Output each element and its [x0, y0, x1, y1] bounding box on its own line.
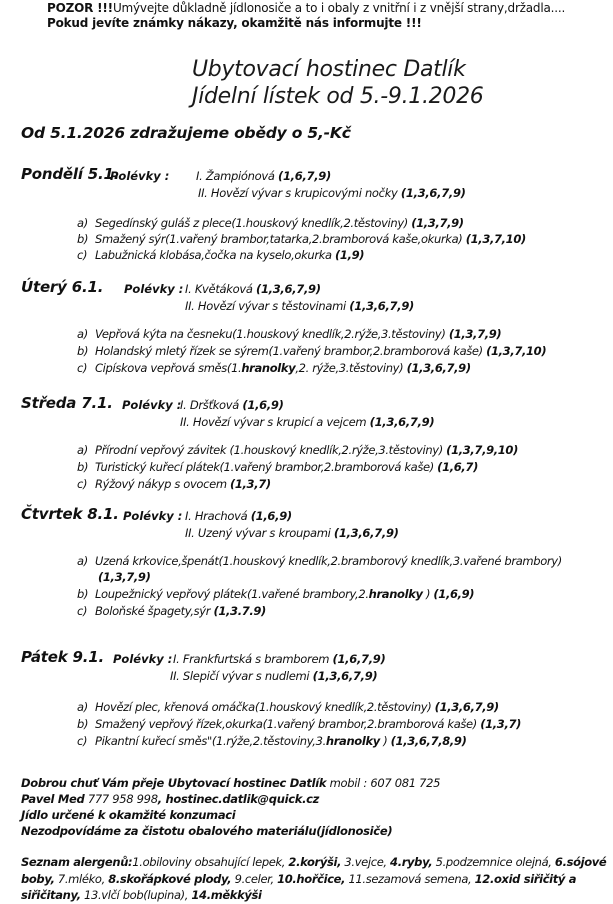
meal-label: c) — [77, 477, 88, 491]
soup-name: Hrachová — [194, 509, 248, 523]
allergen-list-title: Seznam alergenů: — [21, 855, 133, 869]
meal-name: Přírodní vepřový závitek (1.houskový knedlík,2.rýže,3.těstoviny) — [95, 443, 443, 457]
soups-label: Polévky : — [110, 169, 170, 183]
allergen-item: 2.korýši, — [288, 855, 342, 869]
soups-label: Polévky : — [123, 509, 183, 523]
meal-name: Smažený sýr(1.vařený brambor,tatarka,2.bramborová kaše,okurka) — [95, 232, 463, 246]
soup-name: Dršťková — [189, 398, 240, 412]
soup-number: I. — [173, 652, 180, 666]
warning-text: Umývejte důkladně jídlonosiče a to i obaly z vnitřní i z vnější strany,držadla.... — [112, 1, 566, 15]
meal-item — [77, 700, 499, 714]
meal-label: c) — [77, 604, 88, 618]
meal-name-end: ) — [422, 587, 431, 601]
menu-title: Jídelní lístek od 5.-9.1.2026 — [192, 84, 484, 109]
restaurant-name: Ubytovací hostinec Datlík — [192, 57, 466, 82]
meal-name: Segedínský guláš z plece(1.houskový knedlík,2.těstoviny) — [95, 216, 408, 230]
allergen-item: 9.celer, — [234, 871, 274, 886]
meal-allergens: (1,3,7) — [480, 717, 522, 731]
soup-item — [185, 509, 292, 523]
warning-label: POZOR !!! — [47, 1, 113, 15]
meal-name: Uzená krkovice,špenát(1.houskový knedlík,2.bramborový knedlík,3.vařené brambory) — [95, 554, 562, 568]
allergen-item: 10.hořčice, — [277, 871, 346, 886]
soup-item — [180, 415, 434, 429]
soups-label: Polévky : — [122, 398, 182, 412]
meal-item — [77, 477, 271, 491]
meal-item — [77, 327, 501, 341]
meal-item — [77, 248, 364, 262]
meal-allergens: (1,9) — [335, 248, 365, 262]
greeting: Dobrou chuť Vám přeje Ubytovací hostinec Datlík — [21, 776, 327, 790]
soup-number: I. — [185, 509, 192, 523]
meal-allergens: (1,3,7) — [229, 477, 271, 491]
meal-name: Smažený vepřový řízek,okurka(1.vařený brambor,2.bramborová kaše) — [95, 717, 477, 731]
meal-label: c) — [77, 734, 88, 748]
soup-allergens: (1,3,6,7,9) — [349, 299, 414, 313]
soup-number: I. — [196, 169, 203, 183]
soup-number: II. — [185, 299, 195, 313]
meal-allergens: (1,3,7,10) — [486, 344, 547, 358]
packaging-disclaimer: Nezodpovídáme za čistotu obalového materiálu(jídlonosiče) — [21, 824, 393, 838]
soup-name: Uzený vývar s kroupami — [197, 526, 331, 540]
soup-number: II. — [198, 186, 208, 200]
soup-item — [185, 299, 414, 313]
meal-allergens: (1,3.7.9) — [213, 604, 266, 618]
day-name: Pondělí 5.1. — [21, 165, 120, 183]
meal-item — [77, 216, 464, 230]
price-increase-notice: Od 5.1.2026 zdražujeme obědy o 5,-Kč — [21, 124, 351, 142]
soups-label: Polévky : — [113, 652, 173, 666]
infection-warning: Pokud jevíte známky nákazy, okamžitě nás informujte !!! — [47, 16, 422, 30]
meal-name: Cipískova vepřová směs(1. — [95, 361, 242, 375]
meal-item — [77, 443, 518, 457]
meal-name: Hovězí plec, křenová omáčka(1.houskový knedlík,2.těstoviny) — [95, 700, 432, 714]
soup-item — [170, 669, 377, 683]
meal-label: c) — [77, 248, 88, 262]
consumption-note: Jídlo určené k okamžité konzumaci — [21, 808, 236, 822]
meal-allergens: (1,3,6,7,9) — [434, 700, 499, 714]
soup-item — [180, 398, 284, 412]
allergen-item: 14.měkkýši — [191, 888, 262, 902]
meal-name: Holandský mletý řízek se sýrem(1.vařený brambor,2.bramborová kaše) — [95, 344, 483, 358]
meal-item — [77, 232, 526, 246]
meal-label: a) — [77, 443, 88, 457]
allergen-item: 7.mléko, — [57, 871, 105, 886]
soup-name: Žampiónová — [205, 169, 275, 183]
soup-allergens: (1,3,6,7,9) — [333, 526, 399, 540]
allergen-item: 6.sójové boby, — [21, 855, 607, 886]
meal-label: a) — [77, 554, 88, 568]
soup-name: Slepičí vývar s nudlemi — [182, 669, 310, 683]
meal-label: b) — [77, 587, 89, 601]
meal-label: a) — [77, 216, 88, 230]
day-name: Pátek 9.1. — [21, 648, 104, 666]
mobile-number: 607 081 725 — [370, 776, 441, 790]
meal-name: Boloňské špagety,sýr — [95, 604, 211, 618]
soup-name: Hovězí vývar s těstovinami — [197, 299, 346, 313]
meal-name-end: ,2. rýže,3.těstoviny) — [295, 361, 404, 375]
meal-item — [77, 604, 266, 618]
meal-label: c) — [77, 361, 88, 375]
soup-number: II. — [170, 669, 180, 683]
meal-allergens: (1,3,6,7,9) — [406, 361, 471, 375]
day-name: Úterý 6.1. — [21, 278, 104, 296]
footer-contact-line — [21, 792, 319, 806]
meal-name: Pikantní kuřecí směs"(1.rýže,2.těstoviny,3. — [95, 734, 326, 748]
soup-allergens: (1,6,9) — [250, 509, 292, 523]
allergen-item: 4.ryby, — [390, 855, 433, 869]
meal-item — [77, 460, 478, 474]
contact-name: Pavel Med — [21, 792, 85, 806]
footer-greeting-line — [21, 776, 440, 790]
meal-name: Turistický kuřecí plátek(1.vařený brambor,2.bramborová kaše) — [95, 460, 434, 474]
allergen-item: 12.oxid siřičitý a siřičitany, — [21, 871, 577, 902]
soup-allergens: (1,6,7,9) — [332, 652, 386, 666]
meal-allergens: (1,3,7,9) — [411, 216, 464, 230]
allergen-item: 8.skořápkové plody, — [108, 871, 232, 886]
meal-item — [77, 554, 562, 568]
meal-item — [77, 734, 466, 748]
meal-label: b) — [77, 717, 89, 731]
soup-allergens: (1,6,7,9) — [278, 169, 331, 183]
allergen-item: 3.vejce, — [344, 855, 387, 869]
soup-name: Květáková — [194, 282, 253, 296]
meal-allergens-wrap — [98, 570, 150, 584]
soup-item — [173, 652, 385, 666]
allergen-item: 5.podzemnice olejná, — [435, 855, 552, 869]
soup-item — [196, 169, 331, 183]
hygiene-warning — [47, 1, 565, 15]
soup-name: Frankfurtská s bramborem — [182, 652, 330, 666]
meal-allergens: (1,3,7,10) — [465, 232, 526, 246]
meal-allergens: (1,3,6,7,8,9) — [390, 734, 467, 748]
day-name: Středa 7.1. — [21, 394, 113, 412]
meal-item — [77, 344, 546, 358]
soup-allergens: (1,3,6,7,9) — [369, 415, 435, 429]
contact-email: , hostinec.datlik@quick.cz — [157, 792, 320, 806]
soup-number: I. — [180, 398, 187, 412]
meal-allergens: (1,3,7,9) — [448, 327, 502, 341]
meal-allergens: (1,3,7,9) — [98, 570, 151, 584]
soup-item — [185, 526, 399, 540]
meal-item — [77, 717, 521, 731]
meal-name-highlight: hranolky — [241, 361, 296, 375]
soup-name: Hovězí vývar s krupicí a vejcem — [192, 415, 367, 429]
meal-label: b) — [77, 232, 89, 246]
soup-allergens: (1,6,9) — [242, 398, 284, 412]
meal-label: b) — [77, 460, 89, 474]
soup-number: II. — [180, 415, 190, 429]
meal-name: Loupežnický vepřový plátek(1.vařené brambory,2. — [95, 587, 369, 601]
soup-item — [198, 186, 466, 200]
meal-label: a) — [77, 327, 88, 341]
meal-name-end: ) — [379, 734, 388, 748]
meal-item — [77, 587, 474, 601]
allergen-item: 11.sezamová semena, — [348, 871, 472, 886]
mobile-label: mobil : — [329, 776, 367, 790]
meal-name: Labužnická klobása,čočka na kyselo,okurka — [95, 248, 332, 262]
soups-label: Polévky : — [124, 282, 184, 296]
allergen-item: 1.obiloviny obsahující lepek, — [132, 855, 286, 869]
day-name: Čtvrtek 8.1. — [21, 505, 119, 523]
meal-name: Vepřová kýta na česneku(1.houskový knedlík,2.rýže,3.těstoviny) — [95, 327, 446, 341]
meal-item — [77, 361, 471, 375]
soup-allergens: (1,3,6,7,9) — [312, 669, 378, 683]
soup-name: Hovězí vývar s krupicovými nočky — [210, 186, 398, 200]
contact-phone: 777 958 998 — [87, 792, 158, 806]
meal-name: Rýžový nákyp s ovocem — [95, 477, 227, 491]
soup-number: I. — [185, 282, 192, 296]
soup-allergens: (1,3,6,7,9) — [400, 186, 466, 200]
meal-label: a) — [77, 700, 88, 714]
meal-allergens: (1,3,7,9,10) — [446, 443, 518, 457]
soup-allergens: (1,3,6,7,9) — [256, 282, 321, 296]
meal-label: b) — [77, 344, 89, 358]
meal-name-highlight: hranolky — [368, 587, 423, 601]
meal-allergens: (1,6,9) — [433, 587, 475, 601]
soup-item — [185, 282, 321, 296]
soup-number: II. — [185, 526, 195, 540]
allergen-item: 13.vlčí bob(lupina), — [84, 888, 189, 902]
allergen-list — [21, 854, 611, 904]
meal-allergens: (1,6,7) — [437, 460, 478, 474]
meal-name-highlight: hranolky — [325, 734, 380, 748]
